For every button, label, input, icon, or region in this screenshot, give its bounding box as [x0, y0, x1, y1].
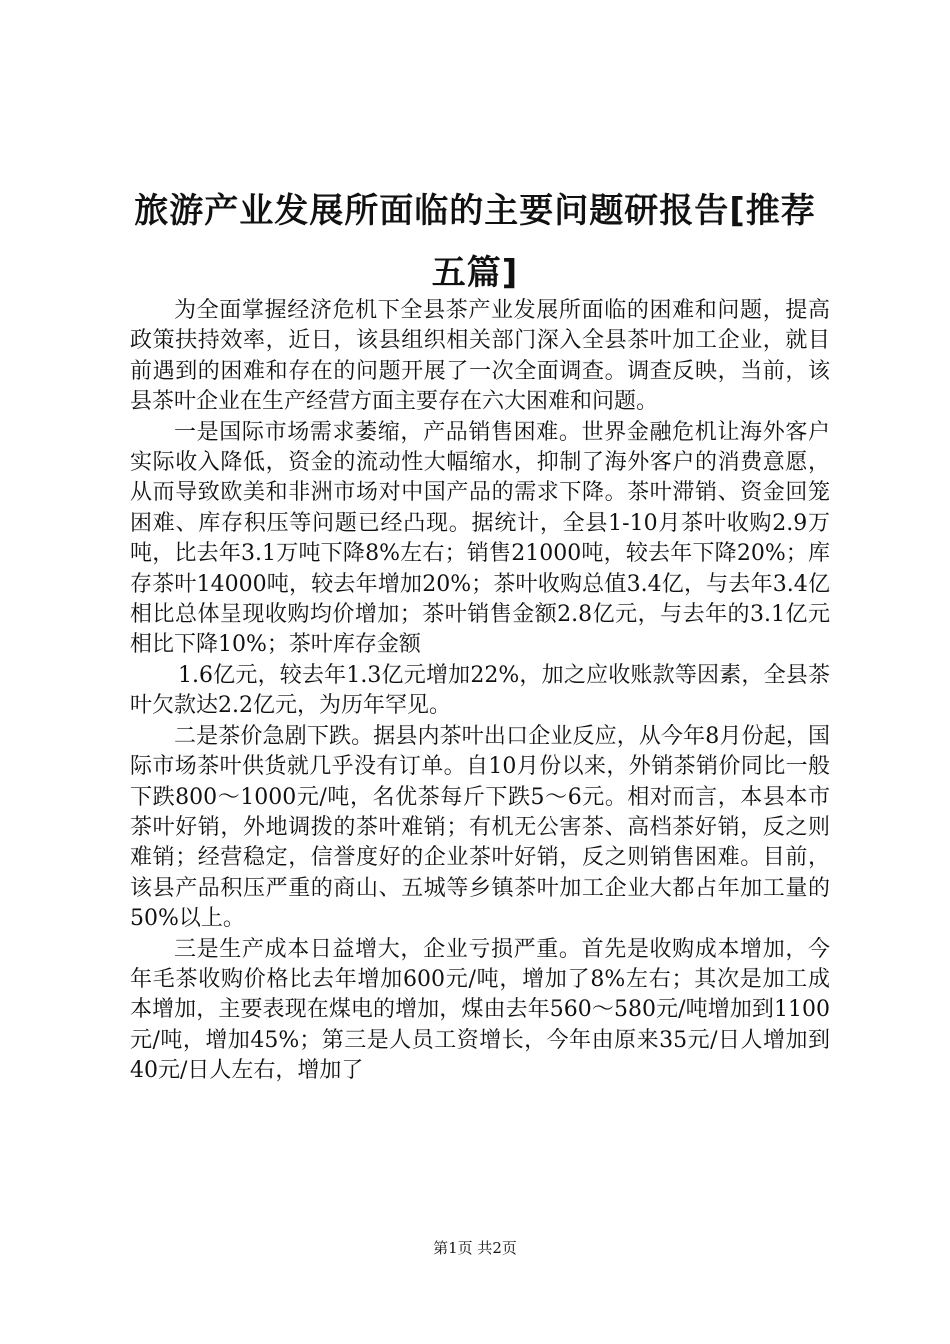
document-body [130, 296, 830, 1087]
title-line-1: 旅游产业发展所面临的主要问题研报告[推荐 [134, 191, 816, 231]
page-footer [0, 1238, 950, 1258]
document-title [120, 180, 830, 304]
paragraph: 为全面掌握经济危机下全县茶产业发展所面临的困难和问题，提高政策扶持效率，近日，该县组织相关部门深入全县茶叶加工企业，就目前遇到的困难和存在的问题开展了一次全面调查。调查反映，当前，该县茶叶企业在生产经营方面主要存在六大困难和问题。 [130, 298, 830, 415]
paragraph: 1.6亿元，较去年1.3亿元增加22%，加之应收账款等因素，全县茶叶欠款达2.2亿元，为历年罕见。 [130, 662, 830, 719]
title-line-2: 五篇] [431, 253, 519, 293]
page-number: 第1页 共2页 [433, 1239, 517, 1257]
paragraph: 二是茶价急剧下跌。据县内茶叶出口企业反应，从今年8月份起，国际市场茶叶供货就几乎没有订单。自10月份以来，外销茶销价同比一般下跌800～1000元/吨，名优茶每斤下跌5～6元。相对而言，本县本市茶叶好销，外地调拨的茶叶难销；有机无公害茶、高档茶好销，反之则难销；经营稳定，信誉度好的企业茶叶好销，反之则销售困难。目前，该县产品积压严重的商山、五城等乡镇茶叶加工企业大都占年加工量的50%以上。 [130, 723, 830, 932]
paragraph: 一是国际市场需求萎缩，产品销售困难。世界金融危机让海外客户实际收入降低，资金的流动性大幅缩水，抑制了海外客户的消费意愿，从而导致欧美和非洲市场对中国产品的需求下降。茶叶滞销、资金回笼困难、库存积压等问题已经凸现。据统计，全县1-10月茶叶收购2.9万吨，比去年3.1万吨下降8%左右；销售21000吨，较去年下降20%；库存茶叶14000吨，较去年增加20%；茶叶收购总值3.4亿，与去年3.4亿相比总体呈现收购均价增加；茶叶销售金额2.8亿元，与去年的3.1亿元相比下降10%；茶叶库存金额 [130, 419, 830, 658]
paragraph: 三是生产成本日益增大，企业亏损严重。首先是收购成本增加，今年毛茶收购价格比去年增加600元/吨，增加了8%左右；其次是加工成本增加，主要表现在煤电的增加，煤由去年560～580元/吨增加到1100元/吨，增加45%；第三是人员工资增长，今年由原来35元/日人增加到40元/日人左右，增加了 [130, 936, 830, 1084]
